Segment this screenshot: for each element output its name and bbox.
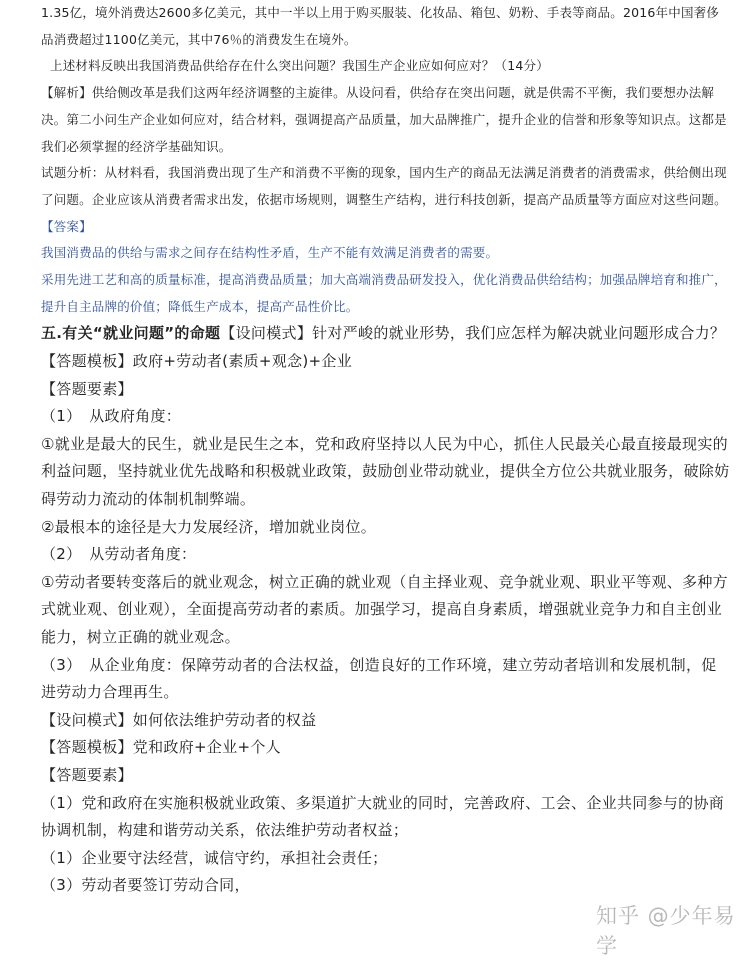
section-5-title: 五.有关“就业问题”的命题 (41, 324, 221, 343)
rights-point-3: （3）劳动者要签订劳动合同， (41, 876, 250, 895)
section-5-question: 【设问模式】针对严峻的就业形势，我们应怎样为解决就业问题形成合力？ (220, 324, 726, 343)
answer-item-2: 采用先进工艺和高的质量标准，提高消费品质量；加大高端消费品研发投入，优化消费品供给结构；加强品牌培育和推广，提升自主品牌的价值；降低生产成本，提高产品性价比。 (41, 272, 727, 314)
rights-point-1: （1）党和政府在实施积极就业政策、多渠道扩大就业的同时，完善政府、工会、企业共同参与的协商协调机制，构建和谐劳动关系，依法维护劳动者权益； (41, 793, 725, 840)
analysis-label: 【解析】 (41, 85, 92, 101)
government-point-1: ①就业是最大的民生，就业是民生之本，党和政府坚持以人民为中心，抓住人民最关心最直接最现实的利益问题，坚持就业优先战略和积极就业政策，鼓励创业带动就业，提供全方位公共就业服务，破除妨碍劳动力流动的体制机制弊端。 (41, 434, 730, 508)
answer-label: 【答案】 (41, 218, 92, 234)
question-text: 上述材料反映出我国消费品供给存在什么突出问题？我国生产企业应如何应对？（14分） (50, 58, 549, 74)
answer-elements-label: 【答题要素】 (41, 379, 133, 398)
answer-item-1: 我国消费品的供给与需求之间存在结构性矛盾，生产不能有效满足消费者的需要。 (41, 245, 499, 261)
section-5-heading (41, 320, 731, 348)
worker-point-1: ①劳动者要转变落后的就业观念，树立正确的就业观（自主择业观、竞争就业观、职业平等观、多种方式就业观、创业观），全面提高劳动者的素质。加强学习，提高自身素质，增强就业竞争力和自主创业能力，树立正确的就业观念。 (41, 572, 728, 646)
zhihu-watermark: 知乎 @少年易学 (596, 904, 736, 958)
rights-point-2: （1）企业要守法经营，诚信守约，承担社会责任； (41, 848, 388, 867)
government-perspective-title: （1） 从政府角度： (41, 407, 182, 426)
government-point-2: ②最根本的途径是大力发展经济，增加就业岗位。 (41, 517, 377, 536)
document-page (41, 0, 731, 900)
worker-perspective-title: （2） 从劳动者角度： (41, 545, 197, 564)
analysis-paragraph (41, 80, 731, 160)
material-text: 1.35亿，境外消费达2600多亿美元，其中一半以上用于购买服装、化妆品、箱包、奶粉、手表等商品。2016年中国奢侈品消费超过1100亿美元，其中76％的消费发生在境外。 (41, 5, 720, 47)
enterprise-perspective: （3） 从企业角度：保障劳动者的合法权益，创造良好的工作环境，建立劳动者培训和发展机制，促进劳动力合理再生。 (41, 655, 717, 702)
answer-template: 【答题模板】政府+劳动者(素质+观念)+企业 (41, 352, 353, 371)
rights-answer-template: 【答题模板】党和政府+企业+个人 (41, 738, 281, 757)
exam-analysis-paragraph: 试题分析：从材料看，我国消费出现了生产和消费不平衡的现象，国内生产的商品无法满足消费者的消费需求，供给侧出现了问题。企业应该从消费者需求出发，依据市场规则，调整生产结构，进行科技创新，提高产品质量等方面应对这些问题。 (41, 165, 727, 207)
rights-question-pattern: 【设问模式】如何依法维护劳动者的权益 (41, 710, 317, 729)
analysis-text: 供给侧改革是我们这两年经济调整的主旋律。从设问看，供给存在突出问题，就是供需不平衡，我们要想办法解决。第二小问生产企业如何应对，结合材料，强调提高产品质量，加大品牌推广，提升企业的信誉和形象等知识点。这都是我们必须掌握的经济学基础知识。 (41, 85, 727, 154)
rights-elements-label: 【答题要素】 (41, 765, 133, 784)
